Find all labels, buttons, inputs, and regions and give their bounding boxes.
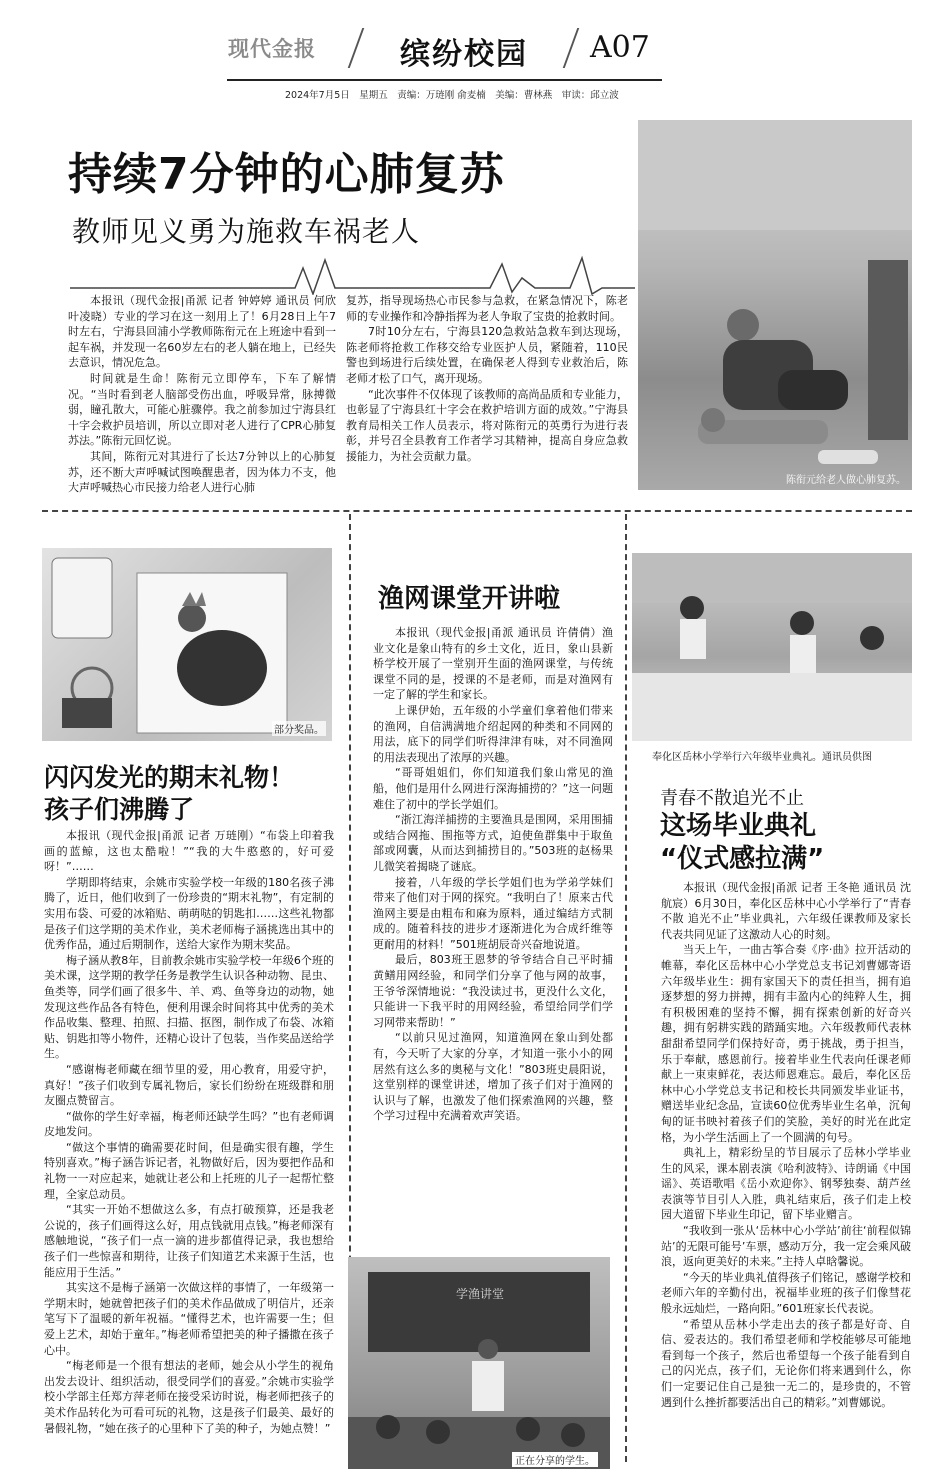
story2-headline-2: 孩子们沸腾了 [44, 795, 195, 824]
blackboard-text: 学渔讲堂 [456, 1287, 505, 1301]
graduation-photo-caption: 奉化区岳林小学举行六年级毕业典礼。通讯员供图 [652, 752, 872, 763]
column-divider-right [625, 514, 627, 1462]
story3-para: “以前只见过渔网，知道渔网在象山到处都有，今天听了大家的分享，才知道一张小小的网居然有这么多的奥秘与文化！”803班史晨阳说，这堂别样的课堂讲述，增加了孩子们对于渔网的认识与了解，也激发了他们探索渔网的兴趣，整个学习过程中充满着欢声笑语。 [373, 1031, 613, 1123]
cpr-photo [638, 120, 912, 490]
story4-para: “今天的毕业典礼值得孩子们铭记，感谢学校和老师六年的辛勤付出，祝福毕业班的孩子们像彗花般永远灿烂，一路向阳。”601班家长代表说。 [661, 1270, 911, 1316]
story4-kicker: 青春不散追光不止 [660, 788, 804, 809]
story4-body [661, 880, 911, 1410]
story1-para: 7时10分左右，宁海县120急救站急救车到达现场，陈老师将抢救工作移交给专业医护人员，紧随着，110民警也到场进行后续处置，在确保老人得到专业救治后，陈老师才松了口气，离开现场。 [346, 325, 628, 385]
story4-para: 当天上午，一曲古筝合奏《序·曲》拉开活动的帷幕，奉化区岳林中心小学党总支书记刘曹娜寄语六年级毕业生：拥有家国天下的责任担当，拥有追逐梦想的努力拼搏，拥有丰盈内心的纯粹人生，拥有积极困难的坚持不懈，拥有探索创新的好奇兴趣，拥有躬耕实践的踏踊实地。六年级教师代表林甜甜希望同学们保持好奇，勇于挑战，勇于担当，乐于奉献，感恩前行。接着毕业生代表向任课老师献上一束束鲜花，表达师恩难忘。最后，奉化区岳林中心小学党总支书记和校长共同颁发毕业证书，赠送毕业纪念品，宣读60位优秀毕业生名单，沉甸甸的证书映衬着孩子们的笑脸，美好的时光在此定格，为小学生活画上了一个圆满的句号。 [661, 943, 911, 1144]
slash-divider-2 [563, 28, 580, 68]
story4-para: “希望从岳林小学走出去的孩子都是好奇、自信、爱表达的。我们希望老师和学校能够尽可能地看到每一个孩子，然后也希望每一个孩子能看到自己的闪光点，孩子们，无论你们将来遇到什么，你们一定要记住自己是独一无二的，是珍贵的，不管遇到什么挫折都要活出自己的精彩。”刘曹娜说。 [661, 1317, 911, 1409]
classroom-photo [348, 1257, 610, 1469]
story4-para: 典礼上，精彩纷呈的节目展示了岳林小学毕业生的风采，课本剧表演《哈利波特》、诗朗诵《中国谣》、英语歌唱《岳小欢迎你》、钢琴独奏、葫芦丝表演等节目引人入胜，典礼结束后，孩子们走上校园大道留下毕业生印记，留下毕业赠言。 [661, 1146, 911, 1222]
story1-para: 复苏，指导现场热心市民参与急救，在紧急情况下，陈老师的专业操作和冷静指挥为老人争取了宝贵的抢救时间。 [346, 294, 628, 323]
story2-para: “感谢梅老师藏在细节里的爱，用心教育，用爱守护，真好！”孩子们收到专属礼物后，家长们纷纷在班级群和朋友圈点赞留言。 [44, 1062, 334, 1108]
cpr-scene-icon [638, 120, 912, 490]
story4-headline-2: “仪式感拉满” [660, 844, 825, 874]
story2-para: 其实这不是梅子涵第一次做这样的事情了，一年级第一学期末时，她就曾把孩子们的美术作品做成了明信片，还亲笔写下了温暖的新年祝福。“懂得艺术，也许需要一生；但爱上艺术，却始于童年。”梅老师希望把美的种子播撒在孩子心中。 [44, 1281, 334, 1357]
story3-para: 本报讯（现代金报|甬派 通讯员 许倩倩）渔业文化是象山特有的乡土文化，近日，象山县新桥学校开展了一堂别开生面的渔网课堂，与传统课堂不同的是，授课的不是老师，而是对渔网有一定了解的学生和家长。 [373, 626, 613, 702]
masthead [0, 0, 934, 110]
story1-para: 本报讯（现代金报|甬派 记者 钟婷婷 通讯员 何欣 叶凌晓）专业的学习在这一刻用上了！6月28日上午7时左右，宁海县回浦小学教师陈衔元在上班途中看到一起车祸，并发现一名60岁左右的老人躺在地上，已经失去意识，情况危急。 [68, 294, 336, 370]
story2-para: “做你的学生好幸福，梅老师还缺学生吗？”也有老师调皮地发问。 [44, 1109, 334, 1139]
story1-para: 其间，陈衔元对其进行了长达7分钟以上的心肺复苏，还不断大声呼喊试图唤醒患者，因为体力不支，他大声呼喊热心市民接力给老人进行心肺 [68, 449, 336, 495]
story3-para: 上课伊始，五年级的小学童们拿着他们带来的渔网，自信满满地介绍起网的种类和不同网的用法，底下的同学们听得津津有味，对不同渔网的用法表现出了浓厚的兴趣。 [373, 703, 613, 764]
classroom-photo-caption: 正在分享的学生。 [512, 1452, 598, 1467]
story4-para: “我收到一张从‘岳林中心小学站’前往‘前程似锦站’的无限可能号’车票，感动万分，我一定会乘风破浪，返向更美好的未来。”主持人卓晗馨说。 [661, 1224, 911, 1269]
section-name: 缤纷校园 [400, 37, 528, 72]
cpr-photo-caption: 陈衔元给老人做心肺复苏。 [786, 475, 906, 486]
page-number: A07 [590, 30, 650, 65]
prizes-photo-caption: 部分奖品。 [272, 721, 326, 736]
story2-para: “做这个事情的确需要花时间，但是确实很有趣，学生特别喜欢。”梅子涵告诉记者，礼物做好后，因为要把作品和礼物一一对应起来，她就让老公和上托班的儿子一起帮忙整理，全家总动员。 [44, 1140, 334, 1201]
story2-body [44, 828, 334, 1436]
story2-para: 学期即将结束，余姚市实验学校一年级的180名孩子沸腾了，近日，他们收到了一份珍贵的“期末礼物”，有定制的实用布袋、可爱的冰箱贴、萌萌哒的钥匙扣……这些礼物都是孩子们这学期的美术作业，美术老师梅子涵挑选出其中的优秀作品，通过后期制作，送给大家作为期末奖品。 [44, 875, 334, 952]
story3-para: “浙江海洋捕捞的主要渔具是围网，采用围捕或结合网拖、围拖等方式，迫使鱼群集中于取鱼部或网囊，从而达到捕捞目的。”503班的赵杨果儿微笑着揭晓了谜底。 [373, 813, 613, 873]
story3-body [373, 625, 613, 1124]
story1-col1 [68, 293, 336, 496]
story2-para: 本报讯（现代金报|甬派 记者 万琏刚）“布袋上印着我画的蓝鲸，这也太酷啦！”“我的大牛憨憨的，好可爱呀！”…… [44, 829, 334, 874]
prizes-photo [42, 548, 332, 741]
rooster-drawing-icon [42, 548, 332, 741]
story1-para: 时间就是生命！陈衔元立即停车，下车了解情况。“当时看到老人脑部受伤出血，呼吸异常，脉搏微弱，瞳孔散大，可能心脏骤停。我之前参加过宁海县红十字会救护员培训，所以立即对老人进行了CPR心肺复苏法。”陈衔元回忆说。 [68, 371, 336, 448]
masthead-rule [227, 79, 662, 81]
story3-para: “哥哥姐姐们，你们知道我们象山常见的渔船，他们是用什么网进行深海捕捞的？”这一问题难住了初中的学长学姐们。 [373, 766, 613, 811]
story2-para: “其实一开始不想做这么多，有点打破预算，还是我老公说的，孩子们画得这么好，用点钱就用点钱。”梅老师深有感触地说，“孩子们一点一滴的进步都值得记录，我也想给孩子们一些惊喜和期待，让孩子们知道艺术来源于生活，也能应用于生活。” [44, 1203, 334, 1279]
section-divider [42, 510, 912, 512]
story2-para: 梅子涵从教8年，目前教余姚市实验学校一年级6个班的美术课，这学期的教学任务是教学生认识各种动物、昆虫、鱼类等，同学们画了很多牛、羊、鸡、鱼等身边的动物，她发现这些作品各有特色，便利用课余时间将其中优秀的美术作品收集、整理、拍照、扫描、抠图，制作成了布袋、冰箱贴、钥匙扣等小物件，还精心设计了包装，当作奖品送给学生。 [44, 953, 334, 1061]
story3-para: 接着，八年级的学长学姐们也为学弟学妹们带来了他们对于网的探究。“我明白了！原来古代渔网主要是由粗布和麻为原料，通过编结方式制成的。随着科技的进步才逐渐进化为合成纤维等更耐用的材料！”501班胡辰奇兴奋地说道。 [373, 875, 613, 951]
paper-name: 现代金报 [228, 36, 316, 61]
issue-meta: 2024年7月5日 星期五 责编：万琏刚 俞麦楠 美编：曹林燕 审读：邱立波 [285, 90, 619, 101]
graduation-scene-icon [632, 553, 912, 741]
heartbeat-line-icon [70, 250, 635, 295]
slash-divider-1 [348, 28, 365, 68]
story4-para: 本报讯（现代金报|甬派 记者 王冬艳 通讯员 沈航宸）6月30日，奉化区岳林中心小学举行了“青春不散 追光不止”毕业典礼，六年级任课教师及家长代表共同见证了这激动人心的时刻。 [661, 881, 911, 941]
story1-headline: 持续7分钟的心肺复苏 [68, 149, 505, 200]
story1-col2 [346, 293, 628, 465]
story4-headline-1: 这场毕业典礼 [660, 811, 817, 841]
graduation-photo [632, 553, 912, 741]
story3-para: 最后，803班王恩梦的爷爷结合自己平时捕黄鳝用网经验，和同学们分享了他与网的故事，王爷爷深情地说：“我没读过书，更没什么文化，只能讲一下我平时的用网经验，希望给同学们学习网带来帮助！” [373, 953, 613, 1029]
story2-headline-1: 闪闪发光的期末礼物！ [44, 763, 295, 792]
story2-para: “梅老师是一个很有想法的老师，她会从小学生的视角出发去设计、组织活动，很受同学们的喜爱。”余姚市实验学校小学部主任郑方萍老师在接受采访时说，梅老师把孩子的美术作品转化为可看可玩的礼物，这是孩子们最美、最好的暑假礼物，“她在孩子的心里种下了美的种子，为她点赞！” [44, 1359, 334, 1435]
story1-subhead: 教师见义勇为施救车祸老人 [72, 215, 421, 248]
story1-para: “此次事件不仅体现了该教师的高尚品质和专业能力，也彰显了宁海县红十字会在救护培训方面的成效。”宁海县教育局相关工作人员表示，将对陈衔元的英勇行为进行表彰，并号召全县教育工作者学习其精神，提高自身应急救援能力，为社会贡献力量。 [346, 387, 628, 463]
story3-headline: 渔网课堂开讲啦 [378, 584, 561, 614]
